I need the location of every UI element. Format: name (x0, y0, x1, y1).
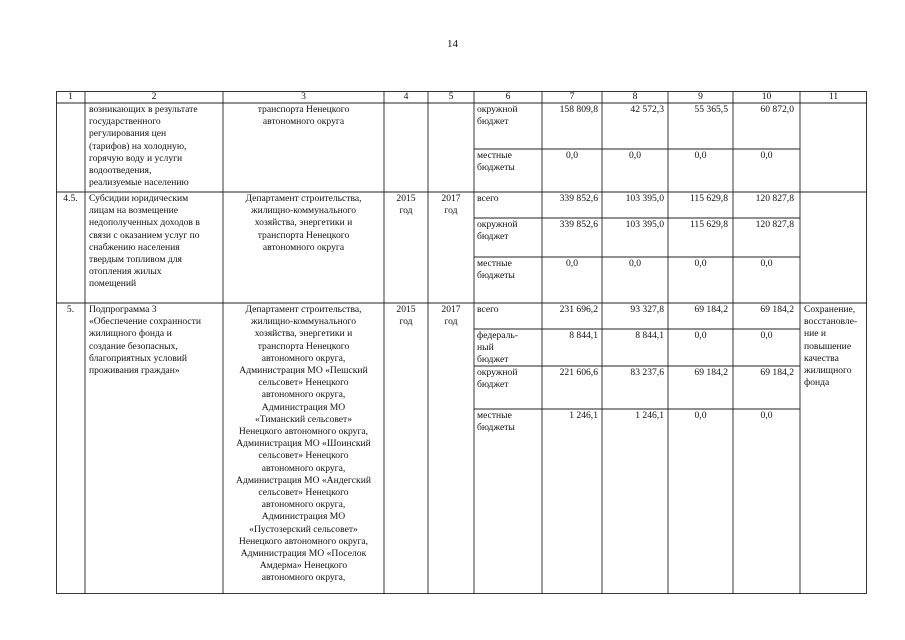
row-45-v7-2: 339 852,6 (559, 219, 598, 230)
program-table (56, 91, 867, 594)
header-col-6: 6 (505, 91, 511, 102)
cont-v10-2: 0,0 (760, 150, 773, 161)
row-5-v10-1: 69 184,2 (760, 304, 794, 315)
header-col-3: 3 (301, 91, 306, 102)
row-45-number: 4.5. (63, 193, 78, 204)
cont-v10-1: 60 872,0 (760, 104, 794, 115)
row-45-v10-3: 0,0 (760, 258, 773, 269)
row-5-v9-3: 69 184,2 (694, 367, 728, 378)
row-45-v8-3: 0,0 (629, 258, 641, 269)
header-col-11: 11 (828, 91, 839, 102)
row-5-end: 2017 год (441, 304, 461, 328)
row-45-executor: Департамент строительства, жилищно-коммунального хозяйства, энергетики и транспорта Ненецкого автономного округа (245, 193, 362, 253)
header-col-8: 8 (632, 91, 638, 102)
cont-v8-1: 42 572,3 (630, 104, 664, 115)
cont-source-2: местные бюджеты (477, 150, 515, 174)
cont-v9-1: 55 365,5 (694, 104, 728, 115)
row-45-name: Субсидии юридическим лицам на возмещение недополученных доходов в связи с оказанием услуг по снабжению населения твердым топливом для отопления жилых помещений (89, 193, 200, 290)
row-45-v8-1: 103 395,0 (625, 193, 664, 204)
row-5-v7-3: 221 606,6 (559, 367, 598, 378)
row-5-v10-2: 0,0 (760, 330, 773, 341)
header-col-10: 10 (761, 91, 772, 102)
row-5-source-4: местные бюджеты (477, 410, 515, 434)
row-5-v8-2: 8 844,1 (635, 330, 664, 341)
row-45-v10-1: 120 827,8 (755, 193, 794, 204)
row-45-v7-3: 0,0 (566, 258, 578, 269)
cont-v9-2: 0,0 (694, 150, 707, 161)
row-45-v7-1: 339 852,6 (559, 193, 598, 204)
header-col-1: 1 (68, 91, 73, 102)
header-col-2: 2 (151, 91, 157, 102)
row-5-v9-2: 0,0 (694, 330, 707, 341)
header-col-4: 4 (403, 91, 409, 102)
row-5-name: Подпрограмма 3 «Обеспечение сохранности жилищного фонда и создание безопасных, благоприятных условий проживания граждан» (89, 304, 201, 377)
row-45-end: 2017 год (441, 193, 461, 217)
cont-v7-1: 158 809,8 (559, 104, 598, 115)
row-45-v9-3: 0,0 (694, 258, 707, 269)
row-5-v10-3: 69 184,2 (760, 367, 794, 378)
row-5-source-2: федераль- ный бюджет (477, 330, 518, 366)
header-col-5: 5 (448, 91, 454, 102)
cont-executor: транспорта Ненецкого автономного округа (257, 104, 350, 128)
row-5-number: 5. (66, 304, 75, 315)
row-45-source-3: местные бюджеты (477, 258, 515, 282)
row-5-executor: Департамент строительства, жилищно-коммунального хозяйства, энергетики и транспорта Ненецкого автономного округа, Администрация МО «Пешский сельсовет» Ненецкого автономного округа, Администрация МО «Тиманский сельсовет» Ненецкого автономного округа, Администрация МО «Шоинский сельсовет» Ненецкого автономного округа, Администрация МО «Андегский сельсовет» Ненецкого автономного округа, Администрация МО «Пустозерский сельсовет» Ненецкого автономного округа, Администрация МО «Поселок Амдерма» Ненецкого автономного округа, (236, 304, 371, 584)
row-5-v7-2: 8 844,1 (569, 330, 598, 341)
row-5-v10-4: 0,0 (760, 410, 773, 421)
row-5-v8-1: 93 327,8 (630, 304, 664, 315)
row-5-v8-4: 1 246,1 (635, 410, 664, 421)
row-5-v7-1: 231 696,2 (559, 304, 598, 315)
row-5-result: Сохранение, восстановле- ние и повышение качества жилищного фонда (804, 304, 858, 389)
cont-source-1: окружной бюджет (477, 104, 518, 128)
cont-name: возникающих в результате государственного регулирования цен (тарифов) на холодную, горячую воду и услуги водоотведения, реализуемые населению (89, 104, 198, 189)
page-number: 14 (447, 38, 458, 50)
row-5-start: 2015 год (396, 304, 416, 328)
cont-v7-2: 0,0 (566, 150, 578, 161)
row-5-source-1: всего (477, 304, 499, 315)
row-5-v7-4: 1 246,1 (569, 410, 598, 421)
header-col-7: 7 (569, 91, 575, 102)
row-45-v10-2: 120 827,8 (755, 219, 794, 230)
row-45-source-1: всего (477, 193, 499, 204)
row-5-v9-4: 0,0 (694, 410, 707, 421)
row-45-v9-2: 115 629,8 (689, 219, 728, 230)
row-5-source-3: окружной бюджет (477, 367, 518, 391)
row-45-v9-1: 115 629,8 (689, 193, 728, 204)
row-5-v8-3: 83 237,6 (630, 367, 664, 378)
row-45-start: 2015 год (396, 193, 416, 217)
cont-v8-2: 0,0 (629, 150, 641, 161)
header-col-9: 9 (698, 91, 703, 102)
row-45-source-2: окружной бюджет (477, 219, 518, 243)
row-5-v9-1: 69 184,2 (694, 304, 728, 315)
row-45-v8-2: 103 395,0 (625, 219, 664, 230)
